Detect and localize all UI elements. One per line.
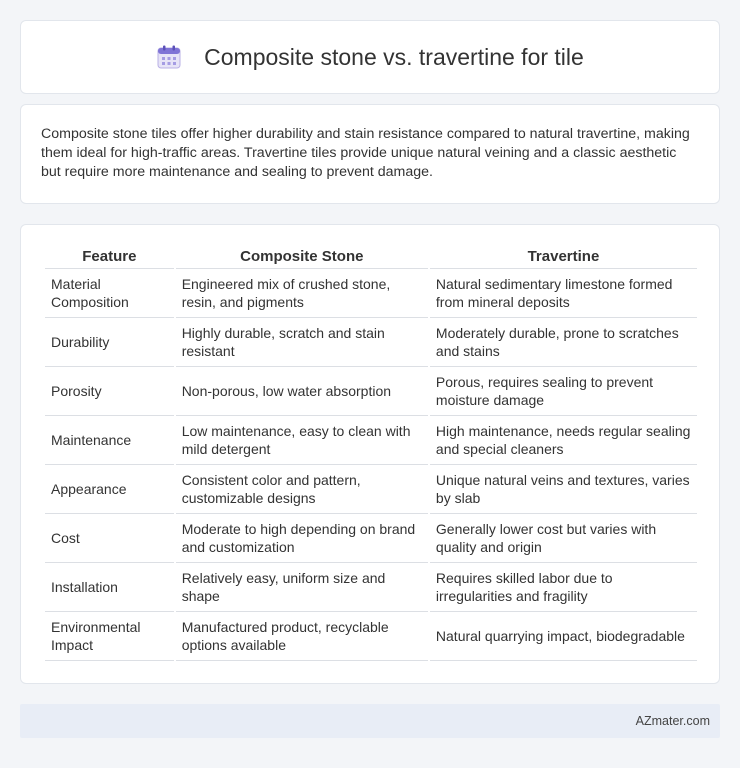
travertine-cell: Generally lower cost but varies with quality and origin <box>430 514 697 563</box>
composite-cell: Low maintenance, easy to clean with mild detergent <box>176 416 428 465</box>
title-wrap <box>156 44 584 71</box>
feature-cell: Durability <box>45 318 174 367</box>
comparison-table <box>43 247 699 661</box>
table-row <box>45 514 697 563</box>
travertine-cell: Moderately durable, prone to scratches and stains <box>430 318 697 367</box>
travertine-cell: Requires skilled labor due to irregularities and fragility <box>430 563 697 612</box>
table-row <box>45 416 697 465</box>
travertine-cell: Natural sedimentary limestone formed from mineral deposits <box>430 269 697 318</box>
composite-cell: Relatively easy, uniform size and shape <box>176 563 428 612</box>
calendar-icon <box>156 44 182 70</box>
composite-cell: Non-porous, low water absorption <box>176 367 428 416</box>
footer-site-link[interactable]: AZmater.com <box>635 714 710 728</box>
header-travertine: Travertine <box>430 247 697 269</box>
travertine-cell: Unique natural veins and textures, varies by slab <box>430 465 697 514</box>
header-card <box>20 20 720 94</box>
travertine-cell: Natural quarrying impact, biodegradable <box>430 612 697 661</box>
feature-cell: Environmental Impact <box>45 612 174 661</box>
table-row <box>45 563 697 612</box>
feature-cell: Maintenance <box>45 416 174 465</box>
composite-cell: Consistent color and pattern, customizable designs <box>176 465 428 514</box>
table-row <box>45 612 697 661</box>
travertine-cell: High maintenance, needs regular sealing and special cleaners <box>430 416 697 465</box>
table-row <box>45 465 697 514</box>
feature-cell: Cost <box>45 514 174 563</box>
composite-cell: Manufactured product, recyclable options available <box>176 612 428 661</box>
table-card <box>20 224 720 684</box>
composite-cell: Engineered mix of crushed stone, resin, and pigments <box>176 269 428 318</box>
table-row <box>45 318 697 367</box>
feature-cell: Material Composition <box>45 269 174 318</box>
header-feature: Feature <box>45 247 174 269</box>
feature-cell: Appearance <box>45 465 174 514</box>
table-row <box>45 367 697 416</box>
page-title: Composite stone vs. travertine for tile <box>204 43 584 70</box>
footer-bar <box>20 704 720 738</box>
composite-cell: Highly durable, scratch and stain resistant <box>176 318 428 367</box>
feature-cell: Porosity <box>45 367 174 416</box>
composite-cell: Moderate to high depending on brand and customization <box>176 514 428 563</box>
summary-card <box>20 104 720 204</box>
table-header-row <box>45 247 697 269</box>
header-composite-stone: Composite Stone <box>176 247 428 269</box>
feature-cell: Installation <box>45 563 174 612</box>
table-row <box>45 269 697 318</box>
travertine-cell: Porous, requires sealing to prevent moisture damage <box>430 367 697 416</box>
summary-text: Composite stone tiles offer higher durability and stain resistance compared to natural travertine, making them ideal for high-traffic areas. Travertine tiles provide unique natural veining and a classic aesthetic but require more maintenance and sealing to prevent damage. <box>41 126 690 180</box>
